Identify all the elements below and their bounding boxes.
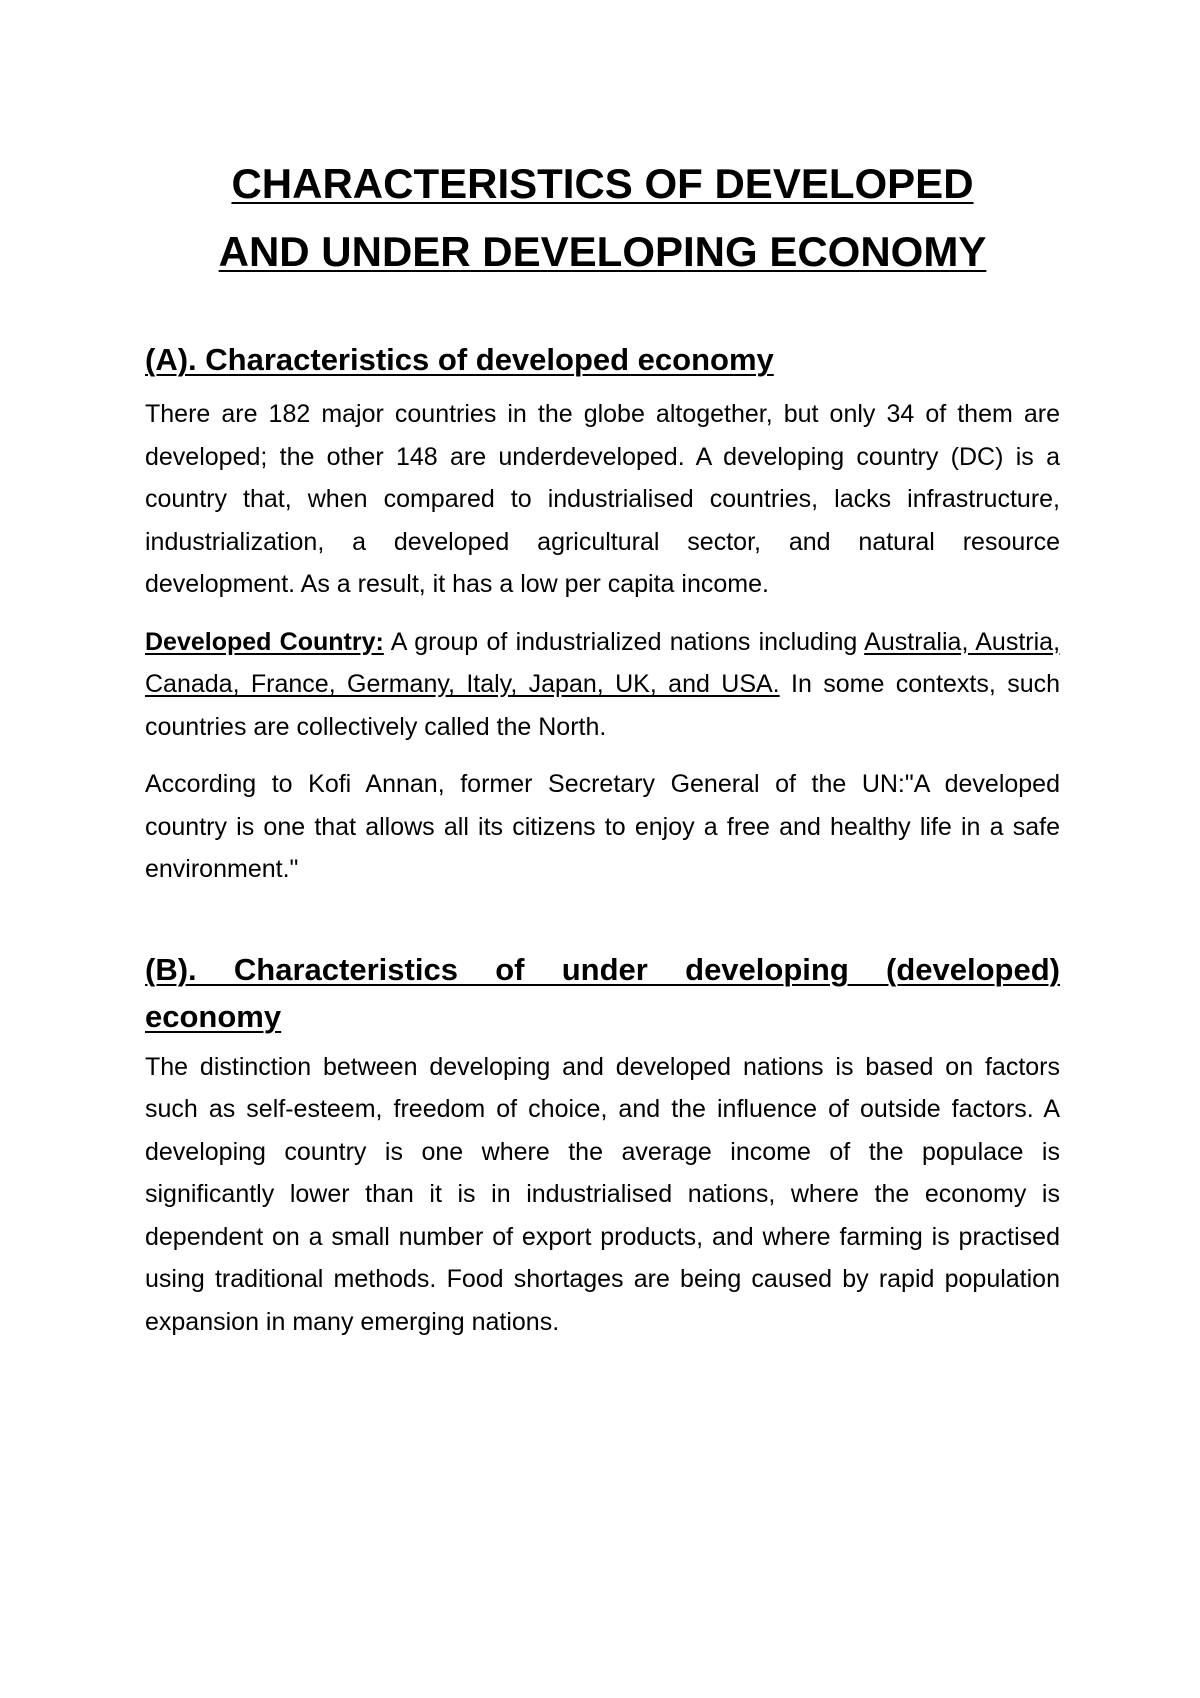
developed-country-intro: A group of industrialized nations including [383, 627, 865, 656]
developed-country-list: Australia, Austria, Canada, France, Germany, Italy, Japan, UK, and USA. [145, 627, 1061, 698]
section-a-heading: (A). Characteristics of developed economy [145, 342, 774, 377]
developed-country-label: Developed Country: [145, 627, 384, 656]
title-line-1: CHARACTERISTICS OF DEVELOPED [231, 160, 974, 207]
developed-country-rest: In some contexts, such countries are collectively called the North. [145, 670, 1061, 741]
section-b-heading: (B). Characteristics of under developing (developed) economy [145, 951, 1060, 1034]
document-title [105, 150, 1100, 286]
section-a-paragraph-2 [145, 621, 1060, 749]
title-line-2: AND UNDER DEVELOPING ECONOMY [218, 228, 987, 275]
document-content [145, 150, 1060, 1358]
section-b-paragraph-1: The distinction between developing and developed nations is based on factors such as self-esteem, freedom of choice, and the influence of outside factors. A developing country is one where the average income of the populace is significantly lower than it is in industrialised nations, where the economy is dependent on a small number of export products, and where farming is practised using traditional methods. Food shortages are being caused by rapid population expansion in many emerging nations. [145, 1052, 1060, 1336]
section-a-paragraph-3: According to Kofi Annan, former Secretary General of the UN:"A developed country is one that allows all its citizens to enjoy a free and healthy life in a safe environment." [145, 770, 1060, 883]
section-a-paragraph-1: There are 182 major countries in the globe altogether, but only 34 of them are developed; the other 148 are underdeveloped. A developing country (DC) is a country that, when compared to industrialised countries, lacks infrastructure, industrialization, a developed agricultural sector, and natural resource development. As a result, it has a low per capita income. [145, 400, 1060, 598]
